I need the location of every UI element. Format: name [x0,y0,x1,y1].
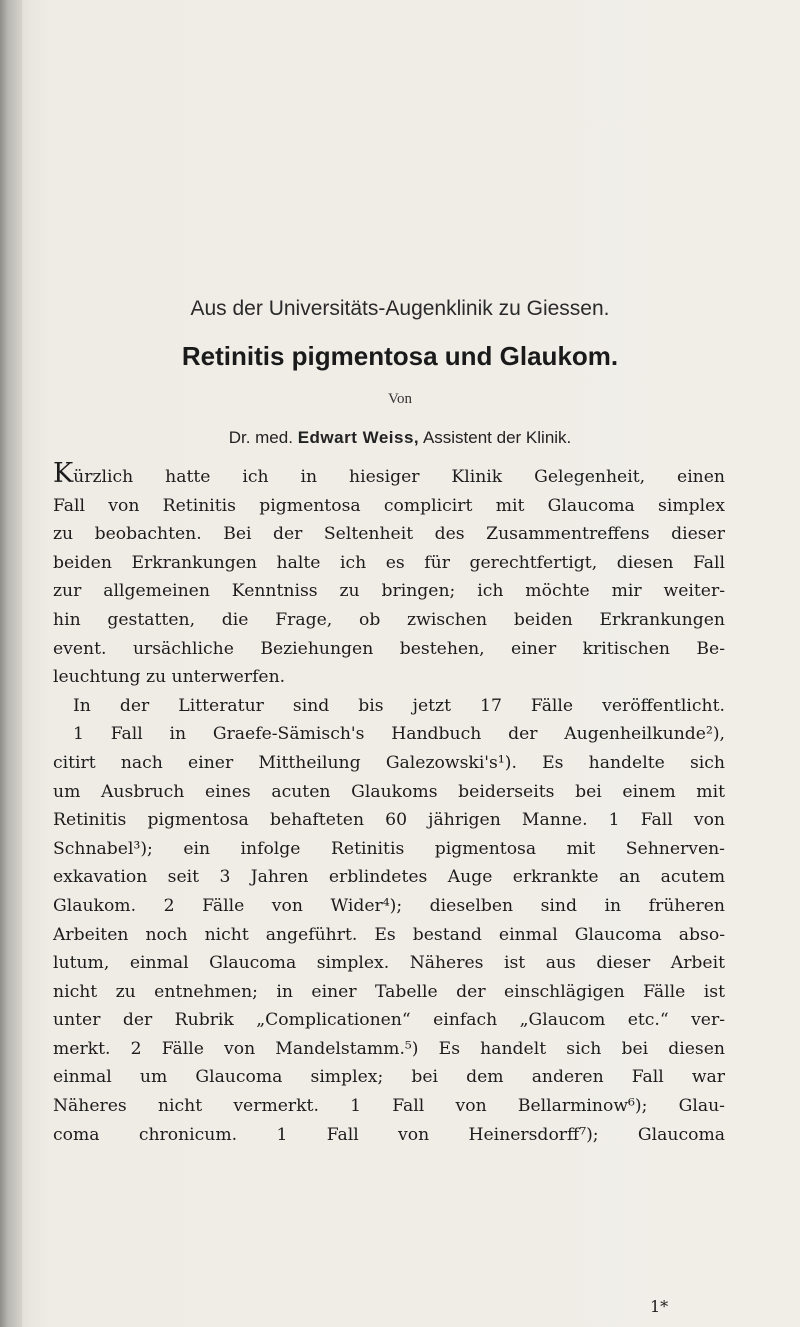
body-line-22: einmal um Glaucoma simplex; bei dem anderen Fall war [53,1067,725,1088]
body-line-12: um Ausbruch eines acuten Glaukoms beiderseits bei einem mit [53,781,725,802]
institution-line: Aus der Universitäts-Augenklinik zu Giessen. [190,297,610,320]
body-line-2: Fall von Retinitis pigmentosa complicirt mit Glaucoma simplex [53,495,725,516]
body-line-3: zu beobachten. Bei der Seltenheit des Zusammentreffens dieser [53,524,725,545]
body-line-18: lutum, einmal Glaucoma simplex. Näheres ist aus dieser Arbeit [53,953,725,974]
body-line-23: Näheres nicht vermerkt. 1 Fall von Bellarminow⁶); Glau- [53,1096,725,1117]
article-title: Retinitis pigmentosa und Glaukom. [181,341,619,371]
body-line-14: Schnabel³); ein infolge Retinitis pigmentosa mit Sehnerven- [53,838,725,859]
body-line-5: zur allgemeinen Kenntniss zu bringen; ich möchte mir weiter- [53,581,725,602]
body-line-6: hin gestatten, die Frage, ob zwischen beiden Erkrankungen [53,609,725,630]
body-line-20: unter der Rubrik „Complicationen“ einfach „Glaucom etc.“ ver- [53,1010,725,1031]
body-line-4: beiden Erkrankungen halte ich es für gerechtfertigt, diesen Fall [53,552,725,573]
body-line-8: leuchtung zu unterwerfen. [53,667,286,688]
body-line-7: event. ursächliche Beziehungen bestehen, einer kritischen Be- [53,638,725,659]
book-spine-shadow [0,0,22,1327]
author-prefix: Dr. med. [228,428,293,447]
author-suffix: Assistent der Klinik. [422,428,572,447]
body-line-17: Arbeiten noch nicht angeführt. Es bestand einmal Glaucoma abso- [53,924,725,945]
body-line-21: merkt. 2 Fälle von Mandelstamm.⁵) Es handelt sich bei diesen [53,1038,725,1059]
author-name: Edwart Weiss, [297,428,420,447]
drop-capital: K [53,458,74,489]
signature-mark: 1* [650,1297,669,1316]
body-line-10: 1 Fall in Graefe-Sämisch's Handbuch der Augenheilkunde²), [73,724,725,745]
body-line-19: nicht zu entnehmen; in einer Tabelle der einschlägigen Fälle ist [53,981,725,1002]
article-body [53,458,725,1149]
by-line: Von [388,391,412,407]
body-line-16: Glaukom. 2 Fälle von Wider⁴); dieselben sind in früheren [53,895,725,916]
body-line-9: In der Litteratur sind bis jetzt 17 Fälle veröffentlicht. [73,695,725,716]
author-line [0,428,800,448]
body-line-13: Retinitis pigmentosa behafteten 60 jährigen Manne. 1 Fall von [53,810,725,831]
body-line-11: citirt nach einer Mittheilung Galezowski's¹). Es handelte sich [53,752,725,773]
body-line-1: Kürzlich hatte ich in hiesiger Klinik Gelegenheit, einen [53,458,725,489]
body-line-15: exkavation seit 3 Jahren erblindetes Auge erkrankte an acutem [53,867,725,888]
body-line-24: coma chronicum. 1 Fall von Heinersdorff⁷); Glaucoma [53,1124,725,1145]
